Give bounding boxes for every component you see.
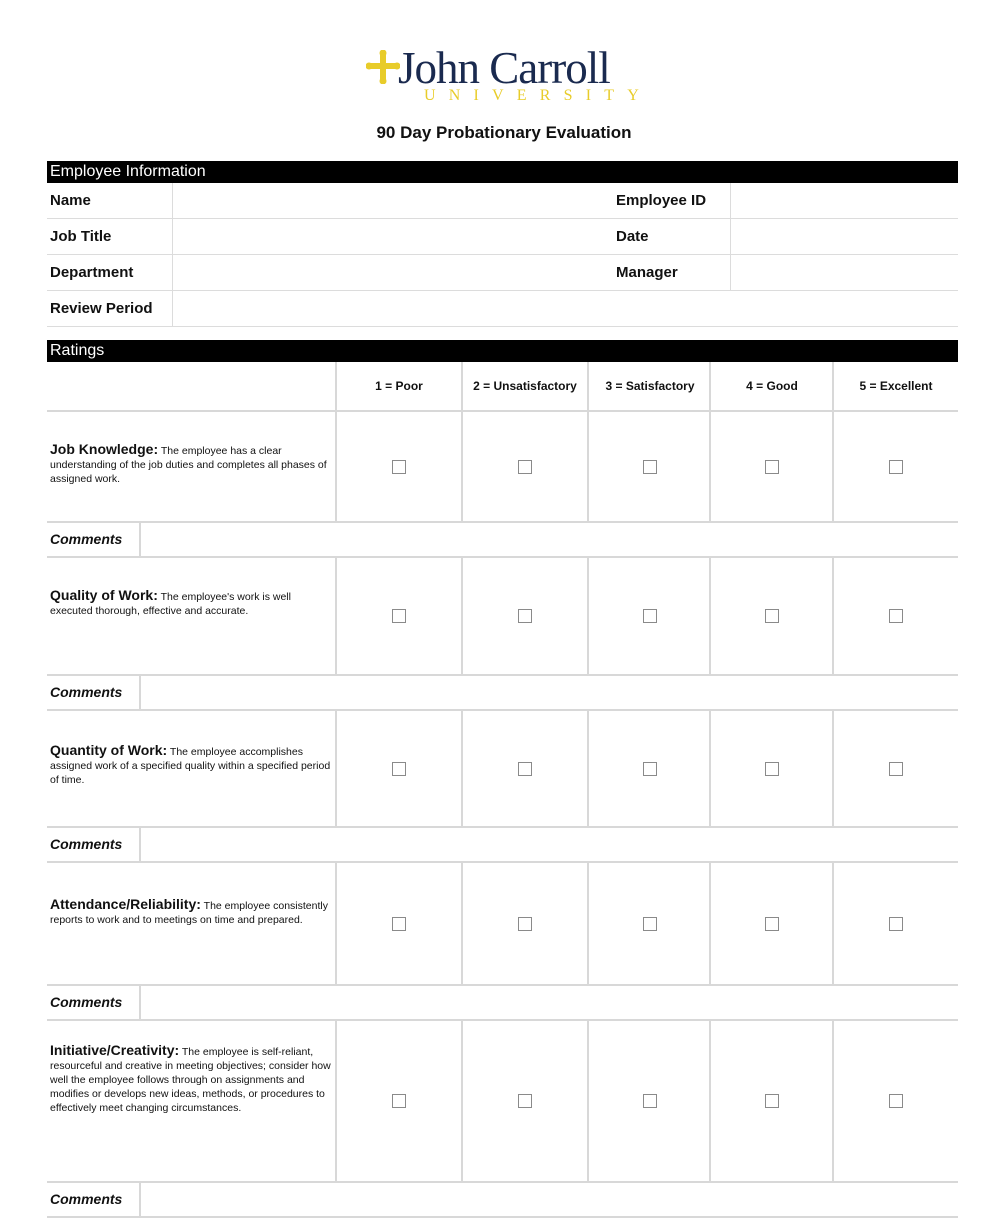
ratings-header-row xyxy=(47,362,958,412)
review-period-field[interactable] xyxy=(172,291,958,326)
info-row-job-title xyxy=(47,219,958,255)
rating-checkbox-4[interactable] xyxy=(765,460,779,474)
department-label: Department xyxy=(50,264,134,281)
rating-checkbox-3[interactable] xyxy=(643,762,657,776)
criterion-description: The employee's work is well executed thorough, effective and accurate. xyxy=(50,591,291,617)
rating-cell-4 xyxy=(709,1021,833,1181)
criterion-text xyxy=(50,588,335,618)
rating-checkbox-3[interactable] xyxy=(643,609,657,623)
comments-field[interactable] xyxy=(139,523,958,556)
criterion-description: The employee consistently reports to work and to meetings on time and prepared. xyxy=(50,900,328,926)
comments-row xyxy=(47,828,958,863)
criterion-text xyxy=(50,743,335,787)
rating-checkbox-2[interactable] xyxy=(518,1094,532,1108)
rating-cell-3 xyxy=(587,1021,711,1181)
rating-checkbox-1[interactable] xyxy=(392,460,406,474)
job-title-field[interactable] xyxy=(172,219,613,254)
rating-checkbox-2[interactable] xyxy=(518,460,532,474)
comments-field[interactable] xyxy=(139,986,958,1019)
ratings-heading: Ratings xyxy=(47,340,958,362)
scale-3-header: 3 = Satisfactory xyxy=(587,362,711,410)
criterion-title: Job Knowledge: xyxy=(50,441,159,457)
ratings-table xyxy=(47,362,958,1218)
rating-cell-2 xyxy=(461,412,587,521)
comments-row xyxy=(47,1183,958,1218)
name-label: Name xyxy=(50,192,91,209)
rating-cell-3 xyxy=(587,412,711,521)
rating-cell-3 xyxy=(587,558,711,674)
department-field[interactable] xyxy=(172,255,613,290)
rating-checkbox-3[interactable] xyxy=(643,460,657,474)
comments-field[interactable] xyxy=(139,676,958,709)
criterion-title: Initiative/Creativity: xyxy=(50,1042,180,1058)
rating-checkbox-3[interactable] xyxy=(643,1094,657,1108)
rating-cell-4 xyxy=(709,711,833,826)
rating-checkbox-4[interactable] xyxy=(765,762,779,776)
criterion-description: The employee is self-reliant, resourceful and creative in meeting objectives; consider how well the employee follows through on assignments and modifies or develops new ideas, methods, or procedures to effectively meet changing circumstances. xyxy=(50,1046,331,1114)
review-period-label: Review Period xyxy=(50,300,153,317)
criterion-row-job-knowledge xyxy=(47,412,958,523)
criterion-text xyxy=(50,442,335,486)
rating-checkbox-5[interactable] xyxy=(889,460,903,474)
rating-checkbox-1[interactable] xyxy=(392,762,406,776)
criterion-row-initiative-creativity xyxy=(47,1021,958,1183)
comments-field[interactable] xyxy=(139,1183,958,1216)
rating-cell-5 xyxy=(832,1021,958,1181)
rating-checkbox-2[interactable] xyxy=(518,917,532,931)
employee-id-field[interactable] xyxy=(730,183,958,218)
rating-checkbox-1[interactable] xyxy=(392,609,406,623)
rating-cell-3 xyxy=(587,711,711,826)
rating-cell-4 xyxy=(709,558,833,674)
info-row-department xyxy=(47,255,958,291)
comments-label: Comments xyxy=(50,1191,123,1207)
comments-row xyxy=(47,523,958,558)
rating-checkbox-3[interactable] xyxy=(643,917,657,931)
job-title-label: Job Title xyxy=(50,228,112,245)
employee-id-label: Employee ID xyxy=(616,192,707,209)
cross-icon xyxy=(366,50,400,84)
rating-cell-4 xyxy=(709,863,833,984)
university-logo xyxy=(366,43,652,108)
comments-label: Comments xyxy=(50,994,123,1010)
scale-2-header: 2 = Unsatisfactory xyxy=(461,362,587,410)
criterion-title: Quality of Work: xyxy=(50,587,158,603)
rating-cell-4 xyxy=(709,412,833,521)
rating-cell-5 xyxy=(832,711,958,826)
date-field[interactable] xyxy=(730,219,958,254)
comments-label: Comments xyxy=(50,836,123,852)
comments-field[interactable] xyxy=(139,828,958,861)
rating-cell-1 xyxy=(335,1021,461,1181)
rating-cell-5 xyxy=(832,558,958,674)
rating-cell-2 xyxy=(461,711,587,826)
rating-checkbox-4[interactable] xyxy=(765,917,779,931)
rating-cell-1 xyxy=(335,711,461,826)
criterion-title: Attendance/Reliability: xyxy=(50,896,201,912)
comments-label: Comments xyxy=(50,531,123,547)
rating-cell-2 xyxy=(461,863,587,984)
rating-checkbox-5[interactable] xyxy=(889,917,903,931)
comments-row xyxy=(47,986,958,1021)
name-field[interactable] xyxy=(172,183,613,218)
comments-label: Comments xyxy=(50,684,123,700)
criterion-row-quantity-of-work xyxy=(47,711,958,828)
date-label: Date xyxy=(616,228,649,245)
scale-4-header: 4 = Good xyxy=(709,362,833,410)
logo-subname: UNIVERSITY xyxy=(424,87,652,104)
rating-checkbox-5[interactable] xyxy=(889,609,903,623)
info-row-review-period xyxy=(47,291,958,327)
rating-checkbox-2[interactable] xyxy=(518,609,532,623)
manager-label: Manager xyxy=(616,264,678,281)
rating-checkbox-4[interactable] xyxy=(765,609,779,623)
rating-cell-1 xyxy=(335,863,461,984)
manager-field[interactable] xyxy=(730,255,958,290)
rating-checkbox-5[interactable] xyxy=(889,762,903,776)
logo-name: John Carroll xyxy=(398,43,610,93)
criterion-text xyxy=(50,1043,335,1115)
rating-checkbox-1[interactable] xyxy=(392,1094,406,1108)
rating-checkbox-1[interactable] xyxy=(392,917,406,931)
rating-cell-1 xyxy=(335,558,461,674)
comments-row xyxy=(47,676,958,711)
rating-cell-2 xyxy=(461,558,587,674)
info-row-name xyxy=(47,183,958,219)
rating-checkbox-2[interactable] xyxy=(518,762,532,776)
document-title: 90 Day Probationary Evaluation xyxy=(376,123,632,142)
scale-5-header: 5 = Excellent xyxy=(832,362,958,410)
employee-info-heading: Employee Information xyxy=(47,161,958,183)
rating-cell-2 xyxy=(461,1021,587,1181)
rating-cell-1 xyxy=(335,412,461,521)
criterion-text xyxy=(50,897,335,927)
scale-1-header: 1 = Poor xyxy=(335,362,461,410)
criterion-row-quality-of-work xyxy=(47,558,958,676)
criterion-description: The employee accomplishes assigned work of a specified quality within a specified period of time. xyxy=(50,746,331,786)
rating-cell-3 xyxy=(587,863,711,984)
rating-cell-5 xyxy=(832,863,958,984)
criterion-title: Quantity of Work: xyxy=(50,742,168,758)
employee-info-grid xyxy=(47,183,958,327)
rating-checkbox-4[interactable] xyxy=(765,1094,779,1108)
rating-checkbox-5[interactable] xyxy=(889,1094,903,1108)
criterion-description: The employee has a clear understanding of the job duties and completes all phases of assigned work. xyxy=(50,445,327,485)
criterion-row-attendance-reliability xyxy=(47,863,958,986)
rating-cell-5 xyxy=(832,412,958,521)
